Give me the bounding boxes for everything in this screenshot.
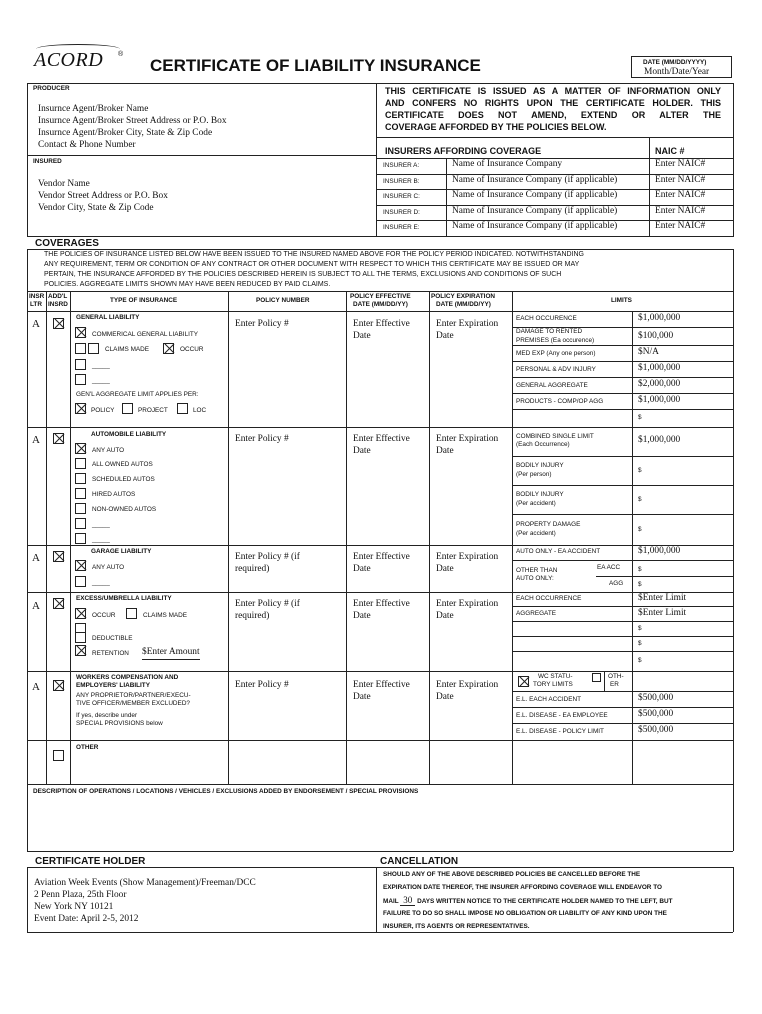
insurer-a-naic[interactable]: Enter NAIC# — [655, 159, 706, 169]
excess-retention-checkbox[interactable] — [75, 645, 86, 656]
notice-line2: AND CONFERS NO RIGHTS UPON THE CERTIFICATE HOLDER. THIS — [385, 98, 721, 108]
gl-cgl-label: COMMERICAL GENERAL LIABILITY — [92, 331, 199, 338]
naic-header: NAIC # — [655, 146, 685, 156]
insured-label: INSURED — [33, 158, 62, 165]
gl-limit-0-value[interactable]: $1,000,000 — [638, 313, 681, 323]
excess-retention-amount[interactable]: $Enter Amount — [142, 647, 200, 660]
excess-insr-letter[interactable]: A — [32, 600, 40, 612]
garage-blank-checkbox[interactable] — [75, 576, 86, 587]
insurer-d-naic[interactable]: Enter NAIC# — [655, 206, 706, 216]
excess-retention-label: RETENTION — [92, 650, 129, 657]
holder-line2[interactable]: 2 Penn Plaza, 25th Floor — [34, 890, 127, 900]
gl-limit-3-value[interactable]: $1,000,000 — [638, 363, 681, 373]
insured-line3[interactable]: Vendor City, State & Zip Code — [38, 203, 154, 213]
insurer-b-label: INSURER B: — [383, 178, 420, 185]
holder-title: CERTIFICATE HOLDER — [35, 856, 146, 867]
col-exp-1: POLICY EXPIRATION — [431, 293, 496, 300]
gl-policy-checkbox[interactable] — [75, 403, 86, 414]
wc-text-2: TIVE OFFICER/MEMBER EXCLUDED? — [76, 700, 190, 707]
cancellation-line3-rest: DAYS WRITTEN NOTICE TO THE CERTIFICATE HOLDER NAMED TO THE LEFT, BUT — [417, 898, 673, 905]
auto-nonowned-label: NON-OWNED AUTOS — [92, 506, 157, 513]
gl-limit-0-label: EACH OCCURENCE — [516, 315, 577, 322]
gl-policy-number[interactable]: Enter Policy # — [235, 319, 289, 329]
auto-blank-2[interactable]: _____ — [92, 536, 110, 543]
cancellation-line1: SHOULD ANY OF THE ABOVE DESCRIBED POLICIES BE CANCELLED BEFORE THE — [383, 871, 641, 878]
excess-occur-label: OCCUR — [92, 612, 116, 619]
col-addl-1: ADD'L — [48, 293, 68, 300]
col-eff-2: DATE (MM/DD/YY) — [353, 301, 408, 308]
wc-title-1: WORKERS COMPENSATION AND — [76, 674, 179, 681]
excess-eff-2[interactable]: Date — [353, 611, 371, 621]
auto-insr-letter[interactable]: A — [32, 434, 40, 446]
excess-limit-1-value[interactable]: $Enter Limit — [638, 608, 687, 618]
insured-line1[interactable]: Vendor Name — [38, 179, 90, 189]
wc-statutory-2: TORY LIMITS — [533, 681, 573, 688]
auto-policy-number[interactable]: Enter Policy # — [235, 434, 289, 444]
gl-claims-checkbox[interactable] — [88, 343, 99, 354]
excess-limit-0-label: EACH OCCURRENCE — [516, 595, 582, 602]
cancellation-line2: EXPIRATION DATE THEREOF, THE INSURER AFFORDING COVERAGE WILL ENDEAVOR TO — [383, 884, 662, 891]
wc-statutory-checkbox[interactable] — [518, 676, 529, 687]
coverages-p3: PERTAIN, THE INSURANCE AFFORDED BY THE POLICIES DESCRIBED HEREIN IS SUBJECT TO ALL THE TERMS, EXCLUSIONS AND CONDITIONS OF SUCH — [44, 271, 562, 278]
garage-other-2: AUTO ONLY: — [516, 575, 554, 582]
gl-limit-2-label: MED EXP (Any one person) — [516, 350, 596, 357]
gl-occur-label: OCCUR — [180, 346, 204, 353]
gl-occur-checkbox[interactable] — [163, 343, 174, 354]
garage-insr-letter[interactable]: A — [32, 552, 40, 564]
auto-blank-1[interactable]: _____ — [92, 521, 110, 528]
auto-limit-0-l1: COMBINED SINGLE LIMIT — [516, 433, 594, 440]
insured-line2[interactable]: Vendor Street Address or P.O. Box — [38, 191, 168, 201]
garage-policy-1[interactable]: Enter Policy # (if — [235, 552, 300, 562]
gl-title: GENERAL LIABILITY — [76, 314, 140, 321]
wc-limit-0-value[interactable]: $500,000 — [638, 693, 674, 703]
auto-blank-checkbox-2[interactable] — [75, 533, 86, 544]
holder-line3[interactable]: New York NY 10121 — [34, 902, 114, 912]
garage-eaacc-value[interactable]: $ — [638, 566, 642, 573]
auto-limit-3-l1: PROPERTY DAMAGE — [516, 521, 581, 528]
insurer-d-name[interactable]: Name of Insurance Company (if applicable) — [452, 206, 618, 216]
garage-eaacc-label: EA ACC — [597, 564, 621, 571]
description-label: DESCRIPTION OF OPERATIONS / LOCATIONS / VEHICLES / EXCLUSIONS ADDED BY ENDORSEMENT / SPECIAL PROVISIONS — [33, 788, 419, 795]
col-addl-2: INSRD — [48, 301, 68, 308]
auto-hired-label: HIRED AUTOS — [92, 491, 136, 498]
auto-owned-checkbox[interactable] — [75, 458, 86, 469]
wc-text-4: SPECIAL PROVISIONS below — [76, 720, 163, 727]
wc-other-2: ER — [610, 681, 619, 688]
gl-blank-checkbox-1[interactable] — [75, 359, 86, 370]
wc-statutory-1: WC STATU- — [538, 673, 573, 680]
col-type: TYPE OF INSURANCE — [110, 297, 178, 304]
excess-claims-checkbox[interactable] — [126, 608, 137, 619]
auto-scheduled-label: SCHEDULED AUTOS — [92, 476, 155, 483]
gl-eff-2[interactable]: Date — [353, 331, 371, 341]
insurer-e-naic[interactable]: Enter NAIC# — [655, 221, 706, 231]
excess-deductible-checkbox[interactable] — [75, 632, 86, 643]
producer-line1[interactable]: Insurnce Agent/Broker Name — [38, 104, 149, 114]
gl-eff-1[interactable]: Enter Effective — [353, 319, 410, 329]
wc-eff-1[interactable]: Enter Effective — [353, 680, 410, 690]
auto-blank-checkbox-1[interactable] — [75, 518, 86, 529]
producer-line3[interactable]: Insurnce Agent/Broker City, State & Zip Code — [38, 128, 213, 138]
col-eff-1: POLICY EFFECTIVE — [350, 293, 411, 300]
auto-limit-1-value[interactable]: $ — [638, 467, 642, 474]
wc-limit-0-label: E.L. EACH ACCIDENT — [516, 696, 581, 703]
coverages-p1: THE POLICIES OF INSURANCE LISTED BELOW HAVE BEEN ISSUED TO THE INSURED NAMED ABOVE FOR THE POLICY PERIOD INDICATED. NOTWITHSTANDING — [44, 251, 584, 258]
excess-limit-4-value[interactable]: $ — [638, 657, 642, 664]
date-value[interactable]: Month/Date/Year — [644, 67, 710, 77]
wc-text-3: If yes, describe under — [76, 712, 138, 719]
excess-exp-1[interactable]: Enter Expiration — [436, 599, 499, 609]
gl-cgl-checkbox[interactable] — [75, 327, 86, 338]
gl-claims-box1[interactable] — [75, 343, 86, 354]
date-label: DATE (MM/DD/YYYY) — [643, 59, 707, 66]
wc-limit-1-value[interactable]: $500,000 — [638, 709, 674, 719]
col-policy: POLICY NUMBER — [256, 297, 310, 304]
col-insr-1: INSR — [29, 293, 45, 300]
insurer-d-label: INSURER D: — [383, 209, 420, 216]
excess-occur-checkbox[interactable] — [75, 608, 86, 619]
gl-limit-4-label: GENERAL AGGREGATE — [516, 382, 588, 389]
page-title: CERTIFICATE OF LIABILITY INSURANCE — [150, 56, 481, 75]
auto-any-checkbox[interactable] — [75, 443, 86, 454]
insurer-e-label: INSURER E: — [383, 224, 420, 231]
wc-exp-1[interactable]: Enter Expiration — [436, 680, 499, 690]
wc-text-1: ANY PROPRIETOR/PARTNER/EXECU- — [76, 692, 191, 699]
cancellation-title: CANCELLATION — [380, 856, 459, 867]
insurer-b-name[interactable]: Name of Insurance Company (if applicable) — [452, 175, 618, 185]
auto-limit-1-l1: BODILY INJURY — [516, 462, 564, 469]
auto-eff-1[interactable]: Enter Effective — [353, 434, 410, 444]
gl-blank-1[interactable]: _____ — [92, 362, 110, 369]
wc-limit-1-label: E.L. DISEASE - EA EMPLOYEE — [516, 712, 608, 719]
garage-other-1: OTHER THAN — [516, 567, 558, 574]
garage-exp-2[interactable]: Date — [436, 564, 454, 574]
logo-swoosh — [36, 44, 120, 54]
gl-blank-2[interactable]: _____ — [92, 377, 110, 384]
wc-title-2: EMPLOYERS' LIABILITY — [76, 682, 150, 689]
excess-limit-3-value[interactable]: $ — [638, 640, 642, 647]
garage-blank[interactable]: _____ — [92, 579, 110, 586]
notice-line4: COVERAGE AFFORDED BY THE POLICIES BELOW. — [385, 122, 607, 132]
gl-exp-1[interactable]: Enter Expiration — [436, 319, 499, 329]
gl-addl-checkbox[interactable] — [53, 318, 64, 329]
notice-line3: CERTIFICATE DOES NOT AMEND, EXTEND OR ALTER THE — [385, 110, 721, 120]
garage-any-label: ANY AUTO — [92, 564, 125, 571]
wc-insr-letter[interactable]: A — [32, 681, 40, 693]
notice-line1: THIS CERTIFICATE IS ISSUED AS A MATTER OF INFORMATION ONLY — [385, 86, 721, 96]
auto-exp-2[interactable]: Date — [436, 446, 454, 456]
garage-any-checkbox[interactable] — [75, 560, 86, 571]
col-limits: LIMITS — [611, 297, 632, 304]
auto-exp-1[interactable]: Enter Expiration — [436, 434, 499, 444]
insurer-c-name[interactable]: Name of Insurance Company (if applicable) — [452, 190, 618, 200]
wc-policy-number[interactable]: Enter Policy # — [235, 680, 289, 690]
gl-agg-label: GEN'L AGGREGATE LIMIT APPLIES PER: — [76, 391, 199, 398]
gl-project-label: PROJECT — [138, 407, 168, 414]
auto-owned-label: ALL OWNED AUTOS — [92, 461, 153, 468]
coverages-title: COVERAGES — [35, 238, 99, 249]
insurers-header: INSURERS AFFORDING COVERAGE — [385, 146, 542, 156]
garage-eff-2[interactable]: Date — [353, 564, 371, 574]
wc-exp-2[interactable]: Date — [436, 692, 454, 702]
insurer-b-naic[interactable]: Enter NAIC# — [655, 175, 706, 185]
wc-limit-2-value[interactable]: $500,000 — [638, 725, 674, 735]
garage-policy-2[interactable]: required) — [235, 564, 270, 574]
gl-loc-label: LOC — [193, 407, 207, 414]
gl-project-checkbox[interactable] — [122, 403, 133, 414]
coverages-p2: ANY REQUIREMENT, TERM OR CONDITION OF ANY CONTRACT OR OTHER DOCUMENT WITH RESPECT TO WHICH THIS CERTIFICATE MAY BE ISSUED OR MAY — [44, 261, 580, 268]
gl-limit-4-value[interactable]: $2,000,000 — [638, 379, 681, 389]
holder-line1[interactable]: Aviation Week Events (Show Management)/Freeman/DCC — [34, 878, 256, 888]
auto-limit-0-value[interactable]: $1,000,000 — [638, 435, 681, 445]
cancellation-line3 — [383, 897, 672, 906]
producer-label: PRODUCER — [33, 85, 70, 92]
excess-addl-checkbox[interactable] — [53, 598, 64, 609]
auto-limit-3-l2: (Per accident) — [516, 530, 556, 537]
auto-eff-2[interactable]: Date — [353, 446, 371, 456]
gl-limit-2-value[interactable]: $N/A — [638, 347, 659, 357]
wc-limit-2-label: E.L. DISEASE - POLICY LIMIT — [516, 728, 604, 735]
excess-exp-2[interactable]: Date — [436, 611, 454, 621]
auto-limit-0-l2: (Each Occurrence) — [516, 441, 570, 448]
gl-exp-2[interactable]: Date — [436, 331, 454, 341]
auto-title: AUTOMOBILE LIABILITY — [91, 431, 167, 438]
auto-scheduled-checkbox[interactable] — [75, 473, 86, 484]
gl-limit-6-value[interactable]: $ — [638, 414, 642, 421]
garage-agg-label: AGG — [609, 580, 624, 587]
garage-addl-checkbox[interactable] — [53, 551, 64, 562]
garage-exp-1[interactable]: Enter Expiration — [436, 552, 499, 562]
garage-eff-1[interactable]: Enter Effective — [353, 552, 410, 562]
gl-limit-5-label: PRODUCTS - COMP/OP AGG — [516, 398, 604, 405]
cancellation-mail: MAIL — [383, 898, 399, 905]
insurer-a-name[interactable]: Name of Insurance Company — [452, 159, 563, 169]
auto-limit-2-value[interactable]: $ — [638, 496, 642, 503]
garage-title: GARAGE LIABILITY — [91, 548, 152, 555]
auto-limit-2-l2: (Per accident) — [516, 500, 556, 507]
excess-policy-1[interactable]: Enter Policy # (if — [235, 599, 300, 609]
col-insr-2: LTR — [30, 301, 42, 308]
auto-limit-2-l1: BODILY INJURY — [516, 491, 564, 498]
acord-logo — [34, 49, 126, 71]
garage-ea-label: AUTO ONLY - EA ACCIDENT — [516, 548, 601, 555]
excess-limit-1-label: AGGREGATE — [516, 610, 557, 617]
cancellation-days[interactable]: 30 — [400, 897, 415, 906]
gl-loc-checkbox[interactable] — [177, 403, 188, 414]
wc-other-checkbox[interactable] — [592, 673, 601, 682]
acord-logo-text: ACORD — [34, 49, 104, 71]
excess-claims-label: CLAIMS MADE — [143, 612, 188, 619]
auto-any-label: ANY AUTO — [92, 447, 125, 454]
wc-other-1: OTH- — [608, 673, 624, 680]
garage-agg-value[interactable]: $ — [638, 581, 642, 588]
gl-limit-1-label2: PREMISES (Ea occurence) — [516, 337, 595, 344]
gl-claims-label: CLAIMS MADE — [105, 346, 150, 353]
garage-ea-value[interactable]: $1,000,000 — [638, 546, 681, 556]
insurer-c-naic[interactable]: Enter NAIC# — [655, 190, 706, 200]
auto-hired-checkbox[interactable] — [75, 488, 86, 499]
gl-limit-5-value[interactable]: $1,000,000 — [638, 395, 681, 405]
wc-eff-2[interactable]: Date — [353, 692, 371, 702]
gl-limit-1-value[interactable]: $100,000 — [638, 331, 674, 341]
auto-addl-checkbox[interactable] — [53, 433, 64, 444]
excess-limit-0-value[interactable]: $Enter Limit — [638, 593, 687, 603]
gl-limit-3-label: PERSONAL & ADV INJURY — [516, 366, 596, 373]
gl-limit-1-label1: DAMAGE TO RENTED — [516, 328, 583, 335]
other-addl-checkbox[interactable] — [53, 750, 64, 761]
insurer-e-name[interactable]: Name of Insurance Company (if applicable) — [452, 221, 618, 231]
auto-limit-1-l2: (Per person) — [516, 471, 552, 478]
producer-line4[interactable]: Contact & Phone Number — [38, 140, 136, 150]
gl-policy-label: POLICY — [91, 407, 115, 414]
excess-deductible-label: DEDUCTIBLE — [92, 635, 133, 642]
auto-nonowned-checkbox[interactable] — [75, 503, 86, 514]
coverages-p4: POLICIES. AGGREGATE LIMITS SHOWN MAY HAVE BEEN REDUCED BY PAID CLAIMS. — [44, 281, 331, 288]
excess-policy-2[interactable]: required) — [235, 611, 270, 621]
auto-limit-3-value[interactable]: $ — [638, 526, 642, 533]
col-exp-2: DATE (MM/DD/YY) — [436, 301, 491, 308]
cancellation-line4: FAILURE TO DO SO SHALL IMPOSE NO OBLIGATION OR LIABILITY OF ANY KIND UPON THE — [383, 910, 667, 917]
wc-addl-checkbox[interactable] — [53, 680, 64, 691]
cancellation-line5: INSURER, ITS AGENTS OR REPRESENTATIVES. — [383, 923, 530, 930]
holder-line4[interactable]: Event Date: April 2-5, 2012 — [34, 914, 139, 924]
other-title: OTHER — [76, 744, 99, 751]
insurer-a-label: INSURER A: — [383, 162, 420, 169]
producer-line2[interactable]: Insurnce Agent/Broker Street Address or P.O. Box — [38, 116, 227, 126]
excess-limit-2-value[interactable]: $ — [638, 625, 642, 632]
insurer-c-label: INSURER C: — [383, 193, 420, 200]
registered-mark: ® — [118, 51, 124, 58]
excess-title: EXCESS/UMBRELLA LIABILITY — [76, 595, 172, 602]
gl-insr-letter[interactable]: A — [32, 318, 40, 330]
excess-eff-1[interactable]: Enter Effective — [353, 599, 410, 609]
gl-blank-checkbox-2[interactable] — [75, 374, 86, 385]
